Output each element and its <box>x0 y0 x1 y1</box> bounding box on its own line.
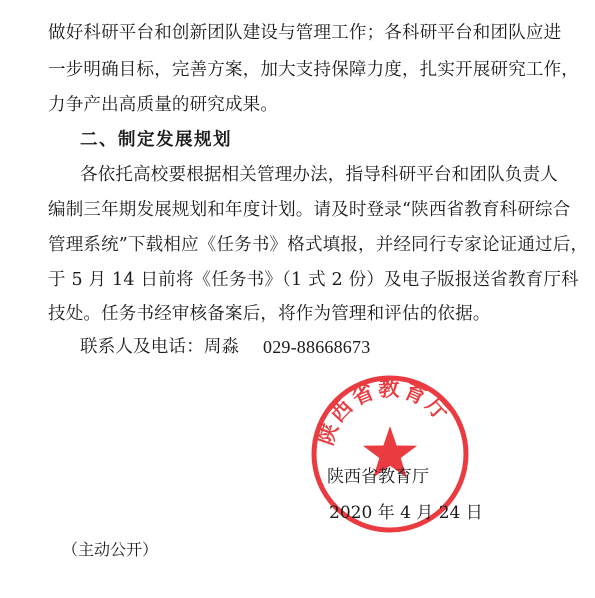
disclosure-type: （主动公开） <box>62 540 159 559</box>
issuing-organization: 陕西省教育厅 <box>327 467 429 487</box>
paragraph-line-5: 编制三年期发展规划和年度计划。请及时登录“陕西省教育科研综合 <box>48 200 571 220</box>
seal-text: 陕西省教育厅 <box>312 375 456 449</box>
paragraph-line-4: 各依托高校要根据相关管理办法，指导科研平台和团队负责人 <box>80 165 558 185</box>
issue-date: 2020 年 4 月 24 日 <box>329 503 483 523</box>
paragraph-line-1: 做好科研平台和创新团队建设与管理工作；各科研平台和团队应进 <box>48 23 562 43</box>
paragraph-line-8: 技处。任务书经审核备案后，将作为管理和评估的依据。 <box>48 304 491 324</box>
paragraph-line-3: 力争产出高质量的研究成果。 <box>48 95 279 115</box>
paragraph-line-7: 于 5 月 14 日前将《任务书》（1 式 2 份）及电子版报送省教育厅科 <box>48 270 579 290</box>
contact-phone: 029-88668673 <box>263 337 371 357</box>
section-heading: 二、制定发展规划 <box>80 130 232 150</box>
paragraph-line-6: 管理系统”下载相应《任务书》格式填报，并经同行专家论证通过后， <box>48 235 589 255</box>
paragraph-line-2: 一步明确目标，完善方案，加大支持保障力度，扎实开展研究工作， <box>48 60 579 80</box>
contact-person: 联系人及电话：周淼 <box>80 337 240 357</box>
